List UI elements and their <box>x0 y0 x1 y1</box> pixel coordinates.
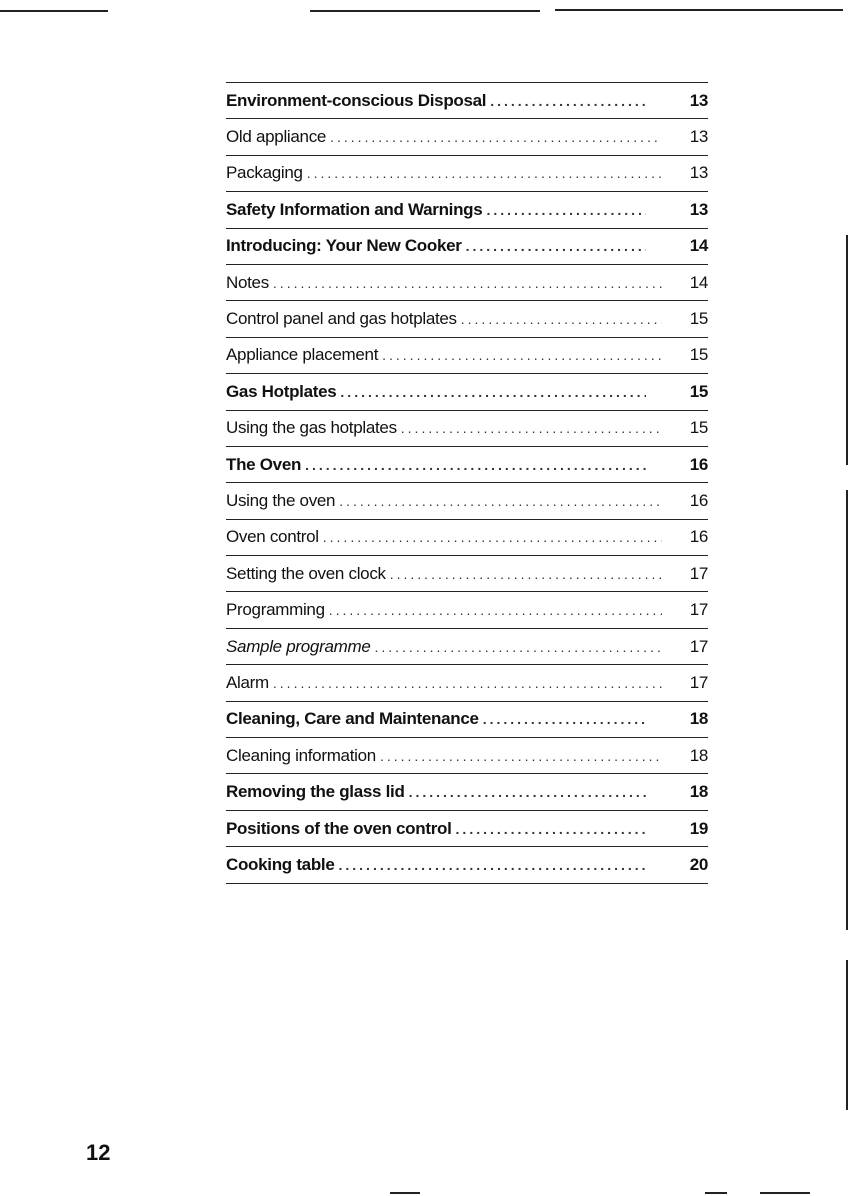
toc-entry-page: 13 <box>689 90 708 110</box>
toc-entry-page: 14 <box>689 236 708 256</box>
toc-entry-label: Setting the oven clock <box>226 563 386 583</box>
toc-entry-page: 17 <box>689 636 708 656</box>
dot-leader <box>409 785 646 799</box>
toc-entry-label: Cleaning, Care and Maintenance <box>226 709 479 729</box>
toc-entry-page: 13 <box>689 199 708 219</box>
toc-entry-label: Notes <box>226 272 269 292</box>
dot-leader <box>456 822 646 836</box>
toc-entry <box>226 192 708 228</box>
scan-mark <box>705 1192 727 1194</box>
dot-leader <box>401 421 662 435</box>
toc-entry-page: 18 <box>689 745 708 765</box>
toc-entry-label: The Oven <box>226 454 302 474</box>
toc-entry-label: Using the oven <box>226 490 336 510</box>
toc-entry-page: 15 <box>689 345 708 365</box>
toc-entry-page: 15 <box>689 418 708 438</box>
toc-entry-label: Gas Hotplates <box>226 381 337 401</box>
toc-entry-page: 15 <box>689 309 708 329</box>
scan-mark <box>760 1192 810 1194</box>
toc-entry-page: 16 <box>689 527 708 547</box>
toc-entry-label: Programming <box>226 600 325 620</box>
scan-edge-line <box>846 490 848 930</box>
dot-leader <box>382 348 662 362</box>
toc-entry <box>226 411 708 447</box>
scan-mark <box>310 10 540 12</box>
toc-entry-label: Cooking table <box>226 854 335 874</box>
toc-entry-label: Old appliance <box>226 127 327 147</box>
page-number: 12 <box>86 1140 111 1165</box>
toc-entry-page: 13 <box>689 127 708 147</box>
toc-entry <box>226 592 708 628</box>
dot-leader <box>390 567 662 581</box>
toc-entry-page: 19 <box>689 818 708 838</box>
dot-leader <box>486 203 646 217</box>
toc-entry <box>226 811 708 847</box>
toc-entry <box>226 447 708 483</box>
toc-entry-page: 17 <box>689 600 708 620</box>
toc-entry-label: Alarm <box>226 672 269 692</box>
scan-mark <box>0 10 108 12</box>
toc-entry-page: 17 <box>689 672 708 692</box>
dot-leader <box>273 276 662 290</box>
table-of-contents <box>226 82 708 884</box>
toc-entry-label: Positions of the oven control <box>226 818 452 838</box>
toc-entry-page: 14 <box>689 272 708 292</box>
dot-leader <box>273 676 662 690</box>
scan-edge-line <box>846 235 848 465</box>
scan-edge-line <box>846 960 848 1110</box>
toc-entry-label: Appliance placement <box>226 345 379 365</box>
toc-entry <box>226 83 708 119</box>
toc-entry-page: 18 <box>689 782 708 802</box>
toc-entry-label: Oven control <box>226 527 319 547</box>
toc-entry <box>226 774 708 810</box>
dot-leader <box>466 239 646 253</box>
toc-entry-label: Introducing: Your New Cooker <box>226 236 462 256</box>
toc-entry-label: Packaging <box>226 163 303 183</box>
dot-leader <box>307 166 662 180</box>
toc-entry <box>226 374 708 410</box>
toc-entry-label: Removing the glass lid <box>226 782 405 802</box>
dot-leader <box>483 712 646 726</box>
toc-entry <box>226 847 708 883</box>
dot-leader <box>374 640 662 654</box>
toc-entry <box>226 338 708 374</box>
dot-leader <box>323 530 662 544</box>
toc-entry <box>226 301 708 337</box>
toc-entry <box>226 483 708 519</box>
toc-entry-label: Using the gas hotplates <box>226 418 397 438</box>
toc-entry-label: Sample programme <box>226 636 371 656</box>
toc-entry-label: Safety Information and Warnings <box>226 199 483 219</box>
toc-entry-page: 16 <box>689 490 708 510</box>
toc-entry <box>226 229 708 265</box>
dot-leader <box>329 603 662 617</box>
toc-entry <box>226 156 708 192</box>
toc-entry <box>226 520 708 556</box>
toc-entry-page: 16 <box>689 454 708 474</box>
dot-leader <box>339 858 647 872</box>
toc-entry-label: Environment-conscious Disposal <box>226 90 487 110</box>
dot-leader <box>380 749 662 763</box>
toc-entry <box>226 702 708 738</box>
toc-entry-page: 20 <box>689 854 708 874</box>
toc-entry <box>226 265 708 301</box>
dot-leader <box>305 458 646 472</box>
toc-entry-page: 18 <box>689 709 708 729</box>
dot-leader <box>340 385 646 399</box>
dot-leader <box>461 312 662 326</box>
toc-entry <box>226 119 708 155</box>
toc-entry-page: 15 <box>689 381 708 401</box>
dot-leader <box>339 494 662 508</box>
toc-entry-page: 17 <box>689 563 708 583</box>
toc-entry-label: Cleaning information <box>226 745 376 765</box>
scan-mark <box>390 1192 420 1194</box>
toc-entry <box>226 629 708 665</box>
toc-entry <box>226 556 708 592</box>
toc-entry <box>226 665 708 701</box>
dot-leader <box>330 130 662 144</box>
toc-entry-label: Control panel and gas hotplates <box>226 309 457 329</box>
scan-mark <box>555 9 843 11</box>
dot-leader <box>490 94 646 108</box>
toc-entry-page: 13 <box>689 163 708 183</box>
toc-entry <box>226 738 708 774</box>
